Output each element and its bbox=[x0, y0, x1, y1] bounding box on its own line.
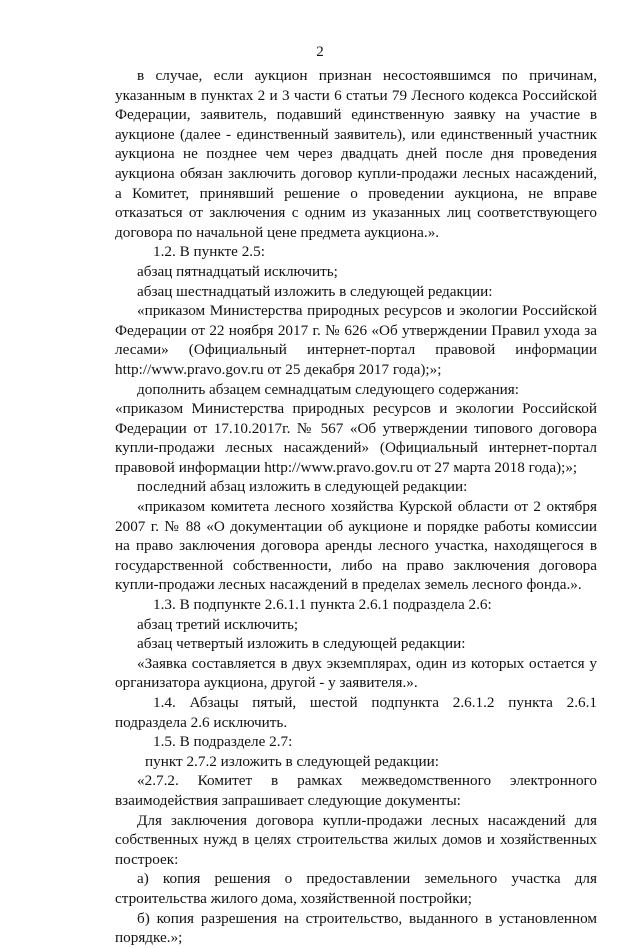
paragraph-item-1-2: 1.2. В пункте 2.5: bbox=[153, 243, 265, 261]
paragraph-application: «Заявка составляется в двух экземплярах, один из которых остается у организатора аукциона, другой - у заявителя.». bbox=[115, 654, 597, 692]
page-number: 2 bbox=[316, 44, 324, 60]
paragraph-delete-15: абзац пятнадцатый исключить; bbox=[137, 262, 338, 280]
paragraph-edit-4: абзац четвертый изложить в следующей редакции: bbox=[137, 635, 466, 653]
paragraph-item-b: б) копия разрешения на строительство, выданного в установленном порядке.»; bbox=[115, 909, 597, 947]
paragraph-item-1-3: 1.3. В подпункте 2.6.1.1 пункта 2.6.1 подраздела 2.6: bbox=[153, 596, 492, 614]
paragraph-item-1-5: 1.5. В подразделе 2.7: bbox=[153, 733, 293, 751]
paragraph-2-7-2: «2.7.2. Комитет в рамках межведомственного электронного взаимодействия запрашивает следующие документы: bbox=[115, 772, 597, 809]
paragraph-item-a: а) копия решения о предоставлении земельного участка для строительства жилого дома, хозяйственной постройки; bbox=[115, 870, 597, 907]
paragraph-add-17: дополнить абзацем семнадцатым следующего содержания: bbox=[137, 380, 519, 398]
paragraph-order-88: «приказом комитета лесного хозяйства Курской области от 2 октября 2007 г. № 88 «О документации об аукционе и порядке работы комиссии на право заключения договора аренды лесного участка, находящегося в государственной собственности, либо на право заключения договора купли-продажи лесных насаждений в пределах земель лесного фонда.». bbox=[115, 498, 597, 594]
paragraph-edit-16: абзац шестнадцатый изложить в следующей редакции: bbox=[137, 282, 493, 300]
paragraph-last-edit: последний абзац изложить в следующей редакции: bbox=[137, 478, 468, 496]
paragraph-delete-3: абзац третий исключить; bbox=[137, 615, 299, 633]
paragraph-order-626: «приказом Министерства природных ресурсов и экологии Российской Федерации от 22 ноября 2017 г. № 626 «Об утверждении Правил ухода за лесами» (Официальный интернет-портал правовой информации http://www.pravo.gov.ru от 25 декабря 2017 года);»; bbox=[115, 302, 597, 378]
paragraph-for-contract: Для заключения договора купли-продажи лесных насаждений для собственных нужд в целях строительства жилых домов и хозяйственных построек: bbox=[115, 811, 597, 868]
paragraph-auction-failed: в случае, если аукцион признан несостоявшимся по причинам, указанным в пунктах 2 и 3 части 6 статьи 79 Лесного кодекса Российской Федерации, заявитель, подавший единственную заявку на участие в аукционе (далее - единственный заявитель), или единственный участник аукциона не позднее чем через двадцать дней после дня проведения аукциона обязан заключить договор купли-продажи лесных насаждений, а Комитет, принявший решение о проведении аукциона, не вправе отказаться от заключения с одним из указанных лиц соответствующего договора по начальной цене предмета аукциона.». bbox=[115, 67, 597, 241]
document-body bbox=[115, 66, 597, 948]
paragraph-edit-2-7-2: пункт 2.7.2 изложить в следующей редакции: bbox=[145, 752, 439, 770]
paragraph-item-1-4: 1.4. Абзацы пятый, шестой подпункта 2.6.1.2 пункта 2.6.1 подраздела 2.6 исключить. bbox=[115, 694, 597, 731]
paragraph-order-567: «приказом Министерства природных ресурсов и экологии Российской Федерации от 17.10.2017г. № 567 «Об утверждении типового договора купли-продажи лесных насаждений» (Официальный интернет-портал правовой информации http://www.pravo.gov.ru от 27 марта 2018 года);»; bbox=[115, 400, 597, 476]
